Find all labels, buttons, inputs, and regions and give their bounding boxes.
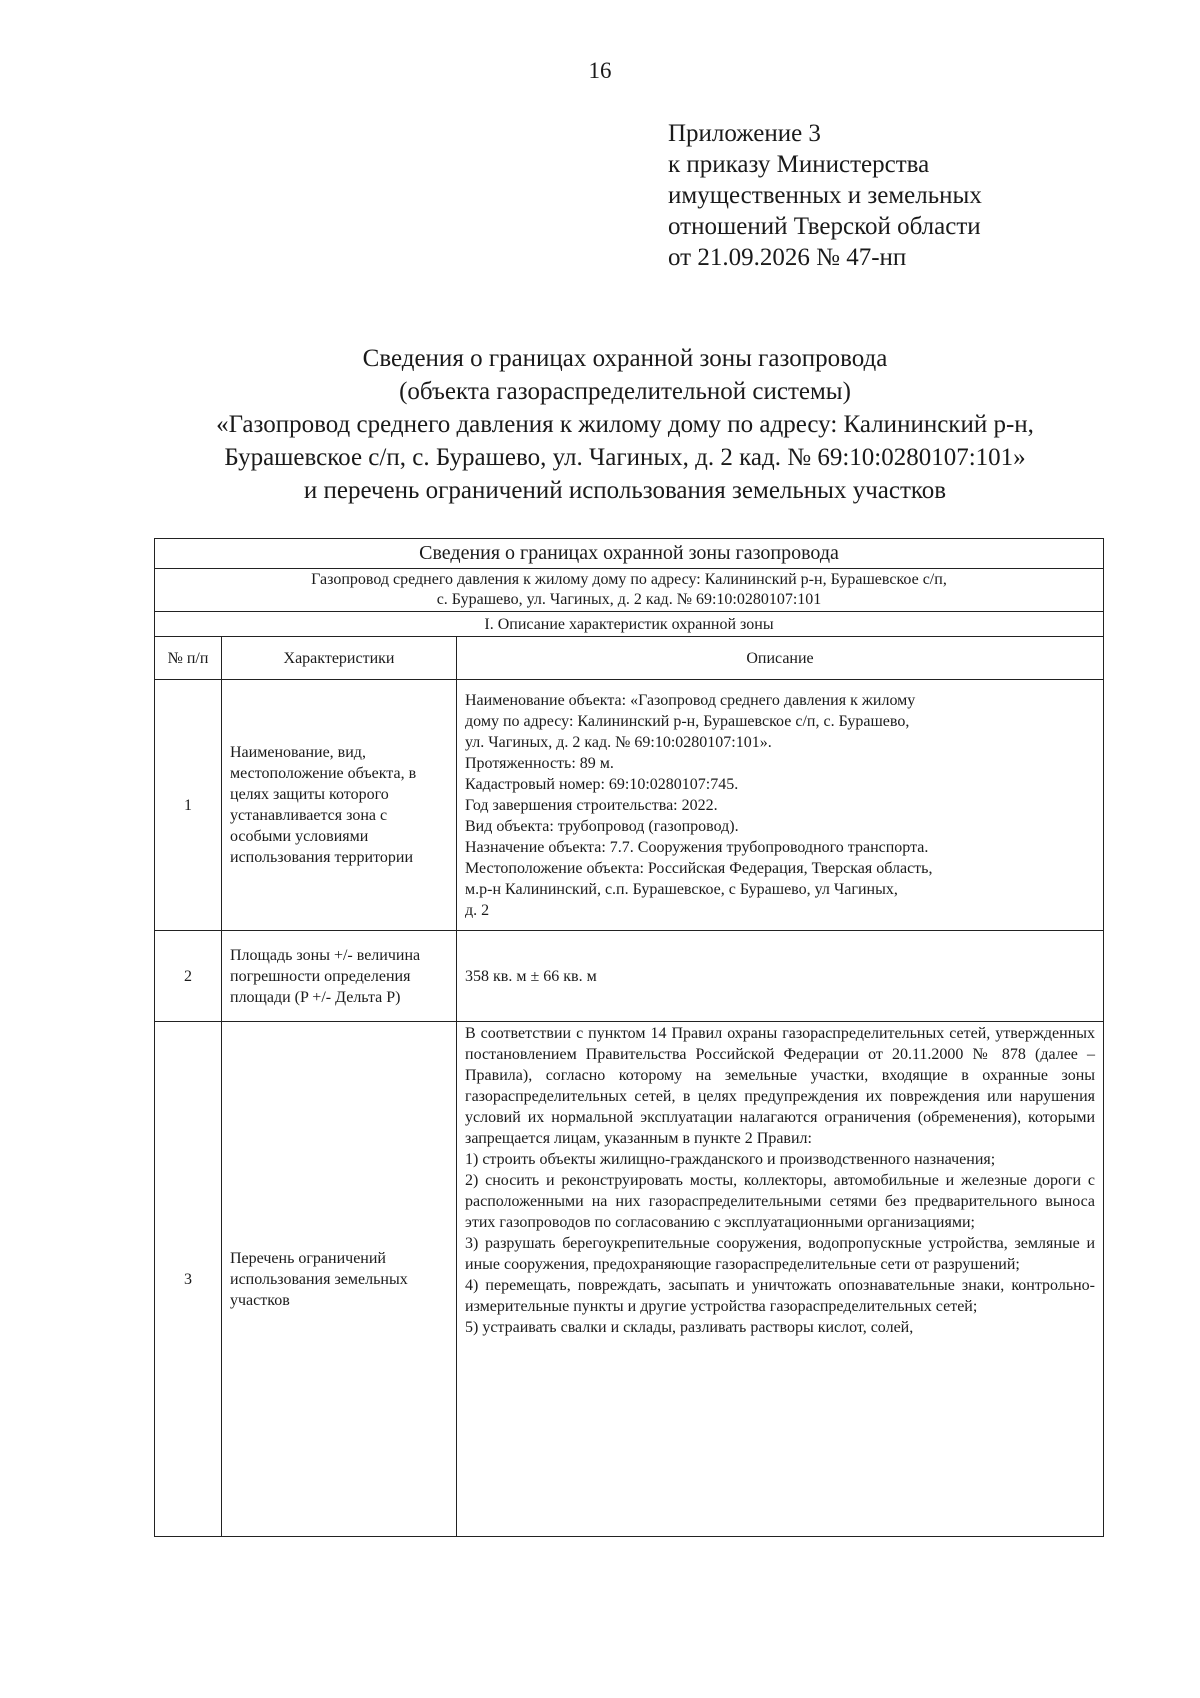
description-paragraph: 4) перемещать, повреждать, засыпать и уничтожать опознавательные знаки, контрольно-измерительные пункты и другие устройства газораспределительных сетей; xyxy=(465,1277,1095,1315)
description-line: Вид объекта: трубопровод (газопровод). xyxy=(465,817,739,835)
title-line: Сведения о границах охранной зоны газопровода xyxy=(362,345,888,372)
description-line: Наименование объекта: «Газопровод среднего давления к жилому xyxy=(465,691,916,709)
table-header-sub xyxy=(155,569,1104,612)
table-row xyxy=(155,1022,1104,1537)
row-description xyxy=(457,680,1104,931)
table-section-title: I. Описание характеристик охранной зоны xyxy=(155,612,1104,637)
description-paragraph: 2) сносить и реконструировать мосты, коллекторы, автомобильные и железные дороги с расположенными на них газораспределительными сетями без предварительного выноса этих газопроводов по согласованию с эксплуатационными организациями; xyxy=(465,1172,1095,1231)
table-row xyxy=(155,680,1104,931)
table-header-main: Сведения о границах охранной зоны газопровода xyxy=(155,539,1104,569)
description-paragraph: 3) разрушать берегоукрепительные сооружения, водопропускные устройства, земляные и иные сооружения, предохраняющие газораспределительные сети от разрушений; xyxy=(465,1235,1095,1273)
row-description xyxy=(457,931,1104,1022)
title-line: «Газопровод среднего давления к жилому дому по адресу: Калининский р-н, xyxy=(216,411,1034,438)
description-line: 358 кв. м ± 66 кв. м xyxy=(465,967,597,985)
description-paragraph: В соответствии с пунктом 14 Правил охраны газораспределительных сетей, утвержденных постановлением Правительства Российской Федерации от 20.11.2000 № 878 (далее – Правила), согласно которому на земельные участки, входящие в охранные зоны газораспределительных сетей, в целях предупреждения их повреждения или нарушения условий их нормальной эксплуатации налагаются ограничения (обременения), которыми запрещается лицам, указанным в пункте 2 Правил: xyxy=(465,1025,1095,1147)
table-header-sub-line: Газопровод среднего давления к жилому дому по адресу: Калининский р-н, Бурашевское с/п, xyxy=(311,571,947,588)
appendix-line: к приказу Министерства xyxy=(668,151,930,178)
document-title xyxy=(150,342,1100,507)
table-header-sub-line: с. Бурашево, ул. Чагиных, д. 2 кад. № 69:10:0280107:101 xyxy=(436,591,822,608)
column-header-description: Описание xyxy=(457,637,1104,680)
row-description xyxy=(457,1022,1104,1537)
description-paragraph: 5) устраивать свалки и склады, разливать растворы кислот, солей, xyxy=(465,1319,914,1336)
column-header-characteristics: Характеристики xyxy=(222,637,457,680)
page-number: 16 xyxy=(588,58,612,83)
description-line: Кадастровый номер: 69:10:0280107:745. xyxy=(465,775,739,793)
description-line: дому по адресу: Калининский р-н, Бурашевское с/п, с. Бурашево, xyxy=(465,712,910,730)
appendix-line: имущественных и земельных xyxy=(668,182,982,209)
appendix-line: от 21.09.2026 № 47-нп xyxy=(668,244,907,271)
row-number: 1 xyxy=(155,680,222,931)
description-line: Протяженность: 89 м. xyxy=(465,754,614,772)
description-paragraph: 1) строить объекты жилищно-гражданского и производственного назначения; xyxy=(465,1151,996,1168)
title-line: Бурашевское с/п, с. Бурашево, ул. Чагиных, д. 2 кад. № 69:10:0280107:101» xyxy=(224,444,1026,471)
description-line: м.р-н Калининский, с.п. Бурашевское, с Бурашево, ул Чагиных, xyxy=(465,880,898,898)
row-characteristic: Площадь зоны +/- величина погрешности определения площади (P +/- Дельта P) xyxy=(222,931,457,1022)
zone-table xyxy=(154,538,1104,1537)
description-line: д. 2 xyxy=(465,901,490,919)
appendix-block xyxy=(668,118,982,273)
description-line: Год завершения строительства: 2022. xyxy=(465,796,718,814)
row-number: 3 xyxy=(155,1022,222,1537)
table-row xyxy=(155,931,1104,1022)
row-characteristic: Наименование, вид, местоположение объекта, в целях защиты которого устанавливается зона с особыми условиями использования территории xyxy=(222,680,457,931)
appendix-line: отношений Тверской области xyxy=(668,213,981,240)
description-line: ул. Чагиных, д. 2 кад. № 69:10:0280107:101». xyxy=(465,733,772,751)
title-line: и перечень ограничений использования земельных участков xyxy=(303,477,947,504)
row-characteristic: Перечень ограничений использования земельных участков xyxy=(222,1022,457,1537)
description-line: Местоположение объекта: Российская Федерация, Тверская область, xyxy=(465,859,933,877)
column-header-num: № п/п xyxy=(155,637,222,680)
title-line: (объекта газораспределительной системы) xyxy=(399,378,851,405)
appendix-line: Приложение 3 xyxy=(668,120,821,147)
row-number: 2 xyxy=(155,931,222,1022)
description-line: Назначение объекта: 7.7. Сооружения трубопроводного транспорта. xyxy=(465,838,929,856)
